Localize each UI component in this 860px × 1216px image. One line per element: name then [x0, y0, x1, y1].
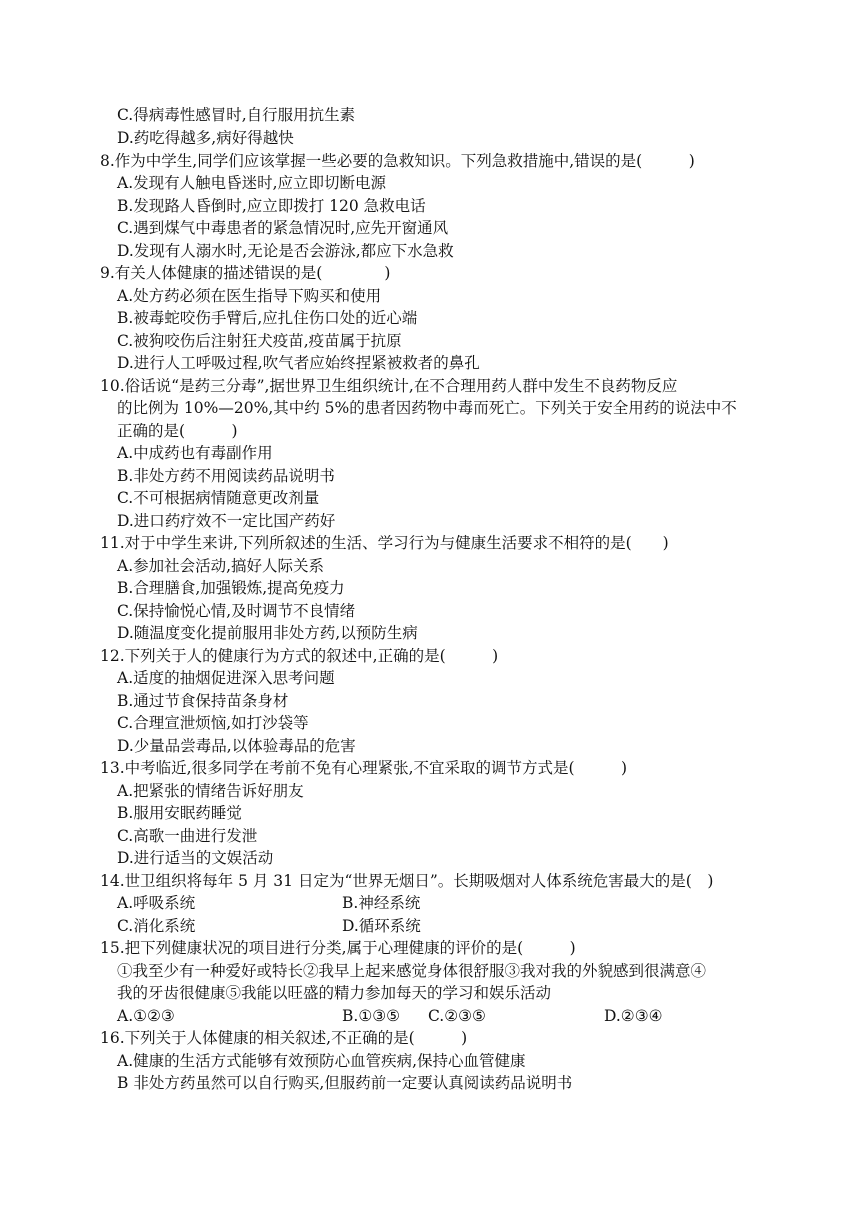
q15-items-line1: ①我至少有一种爱好或特长②我早上起来感觉身体很舒服③我对我的外貌感到很满意④	[117, 962, 707, 980]
q14-option-c: C.消化系统	[117, 917, 196, 935]
q12-stem: 12.下列关于人的健康行为方式的叙述中,正确的是( )	[100, 647, 499, 665]
q13-option-d: D.进行适当的文娱活动	[117, 849, 274, 867]
q10-stem-line2: 的比例为 10%—20%,其中约 5%的患者因药物中毒而死亡。下列关于安全用药的说法中不	[117, 399, 737, 417]
q9-option-b: B.被毒蛇咬伤手臂后,应扎住伤口处的近心端	[117, 309, 418, 327]
q14-stem: 14.世卫组织将每年 5 月 31 日定为“世界无烟日”。长期吸烟对人体系统危害最大的是( )	[100, 872, 714, 890]
q12-option-a: A.适度的抽烟促进深入思考问题	[117, 669, 335, 687]
q7-option-c: C.得病毒性感冒时,自行服用抗生素	[117, 106, 356, 124]
q8-stem: 8.作为中学生,同学们应该掌握一些必要的急救知识。下列急救措施中,错误的是( )	[100, 152, 695, 170]
q13-option-c: C.高歌一曲进行发泄	[117, 827, 258, 845]
q15-option-c: C.②③⑤	[428, 1007, 486, 1025]
q15-option-d: D.②③④	[604, 1007, 663, 1025]
q9-option-a: A.处方药必须在医生指导下购买和使用	[117, 287, 382, 305]
q13-option-a: A.把紧张的情绪告诉好朋友	[117, 782, 304, 800]
q10-option-d: D.进口药疗效不一定比国产药好	[117, 512, 336, 530]
q14-option-d: D.循环系统	[342, 917, 421, 935]
q12-option-b: B.通过节食保持苗条身材	[117, 692, 289, 710]
q11-option-d: D.随温度变化提前服用非处方药,以预防生病	[117, 624, 418, 642]
q12-option-c: C.合理宣泄烦恼,如打沙袋等	[117, 714, 309, 732]
q10-stem-line1: 10.俗话说“是药三分毒”,据世界卫生组织统计,在不合理用药人群中发生不良药物反应	[100, 377, 678, 395]
q16-option-a: A.健康的生活方式能够有效预防心血管疾病,保持心血管健康	[117, 1052, 526, 1070]
q10-stem-line3: 正确的是( )	[117, 422, 238, 440]
q16-option-b: B 非处方药虽然可以自行购买,但服药前一定要认真阅读药品说明书	[117, 1074, 573, 1092]
q15-stem: 15.把下列健康状况的项目进行分类,属于心理健康的评价的是( )	[100, 939, 576, 957]
q15-option-b: B.①③⑤	[342, 1007, 401, 1025]
q10-option-b: B.非处方药不用阅读药品说明书	[117, 467, 335, 485]
q7-option-d: D.药吃得越多,病好得越快	[117, 129, 294, 147]
q15-option-a: A.①②③	[117, 1007, 175, 1025]
q10-option-c: C.不可根据病情随意更改剂量	[117, 489, 320, 507]
q16-stem: 16.下列关于人体健康的相关叙述,不正确的是( )	[100, 1029, 468, 1047]
q14-option-a: A.呼吸系统	[117, 894, 196, 912]
q9-option-c: C.被狗咬伤后注射狂犬疫苗,疫苗属于抗原	[117, 332, 402, 350]
q13-option-b: B.服用安眠药睡觉	[117, 804, 242, 822]
q9-option-d: D.进行人工呼吸过程,吹气者应始终捏紧被救者的鼻孔	[117, 354, 480, 372]
q8-option-a: A.发现有人触电昏迷时,应立即切断电源	[117, 174, 387, 192]
q13-stem: 13.中考临近,很多同学在考前不免有心理紧张,不宜采取的调节方式是( )	[100, 759, 628, 777]
q10-option-a: A.中成药也有毒副作用	[117, 444, 273, 462]
q15-items-line2: 我的牙齿很健康⑤我能以旺盛的精力参加每天的学习和娱乐活动	[117, 984, 552, 1002]
q11-option-a: A.参加社会活动,搞好人际关系	[117, 557, 325, 575]
q11-option-c: C.保持愉悦心情,及时调节不良情绪	[117, 602, 356, 620]
q8-option-b: B.发现路人昏倒时,应立即拨打 120 急救电话	[117, 197, 426, 215]
q8-option-d: D.发现有人溺水时,无论是否会游泳,都应下水急救	[117, 242, 454, 260]
q11-option-b: B.合理膳食,加强锻炼,提高免疫力	[117, 579, 345, 597]
q12-option-d: D.少量品尝毒品,以体验毒品的危害	[117, 737, 356, 755]
q8-option-c: C.遇到煤气中毒患者的紧急情况时,应先开窗通风	[117, 219, 449, 237]
q11-stem: 11.对于中学生来讲,下列所叙述的生活、学习行为与健康生活要求不相符的是( )	[100, 534, 669, 552]
q9-stem: 9.有关人体健康的描述错误的是( )	[100, 264, 391, 282]
q14-option-b: B.神经系统	[342, 894, 421, 912]
